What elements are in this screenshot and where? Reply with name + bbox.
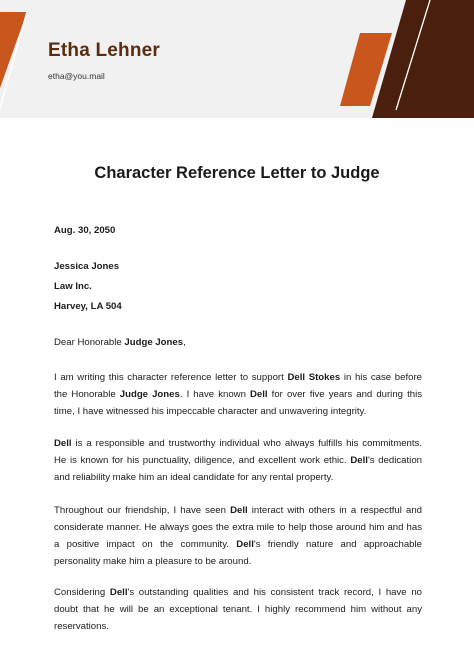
letterhead-banner xyxy=(0,0,474,118)
letter-date: Aug. 30, 2050 xyxy=(54,225,116,236)
left-accent-shape xyxy=(0,12,27,88)
paragraph-4: Considering Dell's outstanding qualities and his consistent track record, I have no doubt that he will be an exceptional tenant. I highly recommend him without any reservations. xyxy=(54,587,422,632)
recipient-name: Jessica Jones xyxy=(54,261,120,272)
letter-title: Character Reference Letter to Judge xyxy=(94,164,380,182)
sender-name: Etha Lehner xyxy=(48,40,160,61)
recipient-address: Harvey, LA 504 xyxy=(54,301,122,312)
paragraph-1: I am writing this character reference letter to support Dell Stokes in his case before the Honorable Judge Jones. I have known Dell for over five years and during this time, I have witnessed his impeccable character and unwavering integrity. xyxy=(54,372,422,417)
right-dark-shape xyxy=(372,0,474,118)
paragraph-3: Throughout our friendship, I have seen Dell interact with others in a respectful and considerate manner. He always goes the extra mile to help those around him and has a positive impact on the community. Dell's friendly nature and approachable personality make him a pleasure to be around. xyxy=(54,505,423,567)
sender-email: etha@you.mail xyxy=(48,71,105,81)
salutation-suffix: , xyxy=(183,337,186,348)
salutation-prefix: Dear Honorable xyxy=(54,337,125,348)
salutation-name: Judge Jones xyxy=(124,337,184,348)
salutation xyxy=(54,334,422,351)
recipient-company: Law Inc. xyxy=(54,281,92,292)
paragraph-2: Dell is a responsible and trustworthy individual who always fulfills his commitments. He is known for his punctuality, diligence, and excellent work ethic. Dell's dedication and reliability make him an ideal candidate for any rental property. xyxy=(54,438,422,483)
